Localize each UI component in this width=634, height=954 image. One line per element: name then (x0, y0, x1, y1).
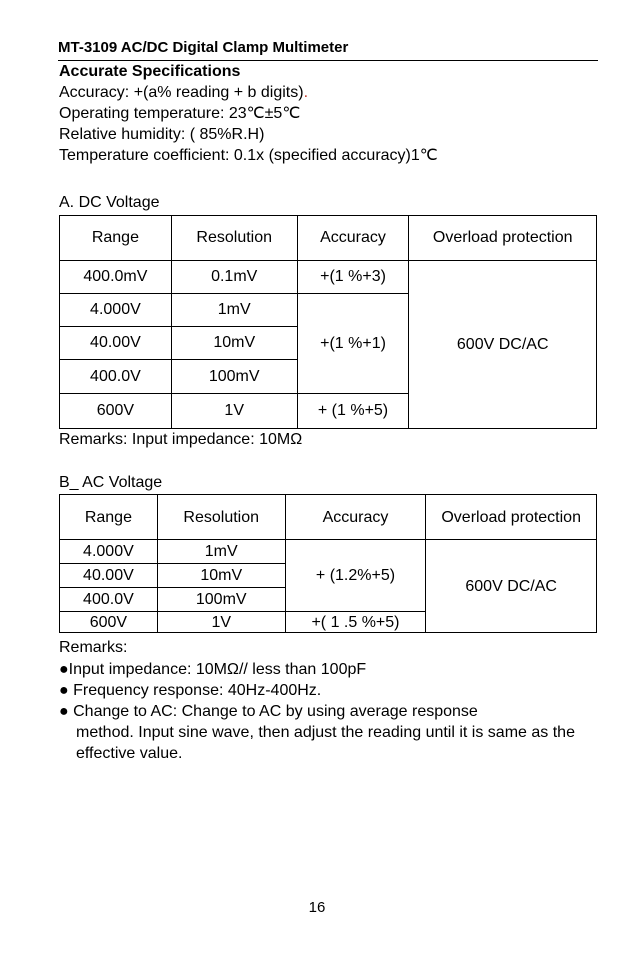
range-cell: 4.000V (60, 540, 158, 564)
resolution-cell: 100mV (171, 360, 297, 394)
dc-remarks: Remarks: Input impedance: 10MΩ (59, 431, 303, 448)
header-accuracy: Accuracy (285, 495, 426, 540)
accuracy-cell: +(1 %+3) (297, 261, 409, 294)
bullet-frequency-response: ● Frequency response: 40Hz-400Hz. (59, 682, 322, 699)
header-resolution: Resolution (171, 216, 297, 261)
resolution-cell: 1mV (157, 540, 285, 564)
spec-title: Accurate Specifications (59, 63, 241, 80)
operating-temperature: Operating temperature: 23℃±5℃ (59, 105, 301, 122)
bullet-change-to-ac-continuation: method. Input sine wave, then adjust the reading until it is same as the effective value. (76, 724, 575, 762)
resolution-cell: 10mV (171, 327, 297, 360)
page-header: MT-3109 AC/DC Digital Clamp Multimeter (58, 38, 598, 61)
range-cell: 400.0V (60, 588, 158, 612)
bullet-change-to-ac-text: ● Change to AC: Change to AC by using average response (59, 703, 478, 720)
range-cell: 40.00V (60, 564, 158, 588)
resolution-cell: 0.1mV (171, 261, 297, 294)
dc-voltage-title: A. DC Voltage (59, 194, 160, 211)
overload-cell: 600V DC/AC (426, 540, 597, 633)
accuracy-cell: +( 1 .5 %+5) (285, 612, 426, 633)
range-cell: 600V (60, 612, 158, 633)
accuracy-line (59, 83, 308, 103)
overload-cell: 600V DC/AC (409, 261, 597, 429)
ac-voltage-table (59, 494, 597, 633)
accuracy-cell: + (1.2%+5) (285, 540, 426, 612)
bullet-input-impedance: ●Input impedance: 10MΩ// less than 100pF (59, 661, 367, 678)
table-row (60, 261, 597, 294)
accuracy-cell: +(1 %+1) (297, 294, 409, 394)
resolution-cell: 1V (171, 394, 297, 429)
resolution-cell: 1mV (171, 294, 297, 327)
range-cell: 400.0mV (60, 261, 172, 294)
header-overload: Overload protection (426, 495, 597, 540)
range-cell: 4.000V (60, 294, 172, 327)
range-cell: 600V (60, 394, 172, 429)
header-range: Range (60, 495, 158, 540)
temperature-coefficient: Temperature coefficient: 0.1x (specified accuracy)1℃ (59, 147, 438, 164)
ac-remarks-title: Remarks: (59, 639, 128, 656)
table-header-row (60, 495, 597, 540)
header-accuracy: Accuracy (297, 216, 409, 261)
header-range: Range (60, 216, 172, 261)
header-resolution: Resolution (157, 495, 285, 540)
page-number: 16 (308, 899, 326, 916)
header-overload: Overload protection (409, 216, 597, 261)
accuracy-cell: + (1 %+5) (297, 394, 409, 429)
resolution-cell: 100mV (157, 588, 285, 612)
table-row (60, 540, 597, 564)
resolution-cell: 1V (157, 612, 285, 633)
table-header-row (60, 216, 597, 261)
resolution-cell: 10mV (157, 564, 285, 588)
range-cell: 40.00V (60, 327, 172, 360)
dc-voltage-table (59, 215, 597, 429)
relative-humidity: Relative humidity: ( 85%R.H) (59, 126, 265, 143)
range-cell: 400.0V (60, 360, 172, 394)
bullet-change-to-ac (59, 701, 579, 764)
accuracy-dot: . (303, 84, 309, 101)
ac-voltage-title: B_ AC Voltage (59, 474, 163, 491)
accuracy-text: Accuracy: +(a% reading + b digits) (59, 84, 304, 101)
